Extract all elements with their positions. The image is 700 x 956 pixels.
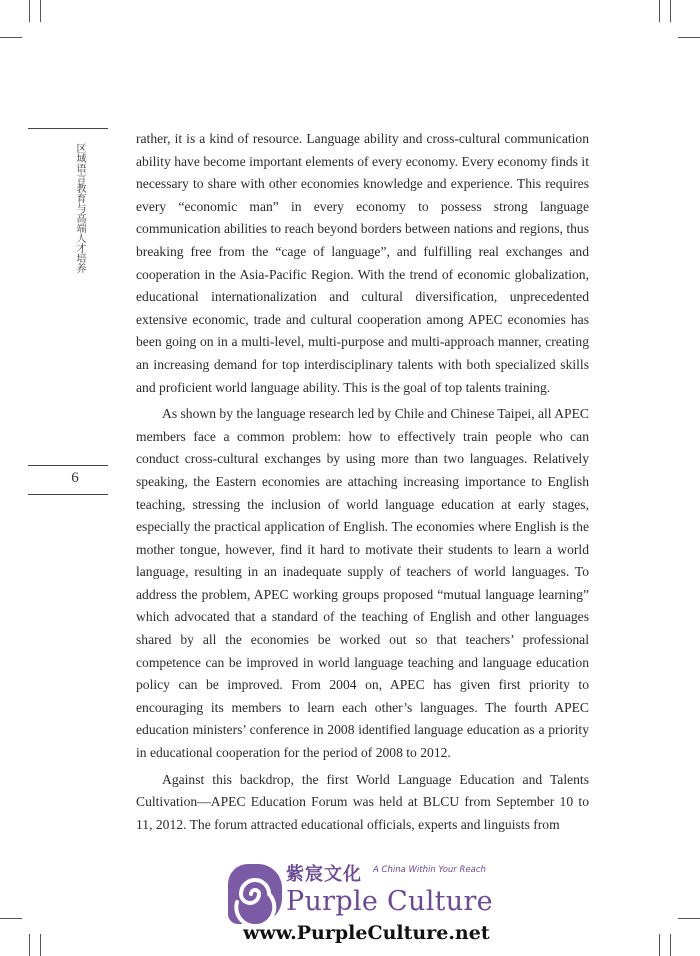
crop-mark — [678, 37, 700, 38]
watermark-logo — [228, 860, 498, 950]
logo-url: www.PurpleCulture.net — [243, 922, 490, 944]
crop-mark — [29, 934, 30, 956]
running-head-vertical: 区域语言教育与高端人才培养 — [74, 143, 85, 273]
swirl-icon — [228, 864, 282, 924]
logo-chinese-text: 紫宸文化 — [286, 864, 362, 885]
page-number: 6 — [71, 470, 79, 486]
crop-mark — [678, 918, 700, 919]
crop-mark — [670, 934, 671, 956]
crop-mark — [40, 0, 41, 22]
logo-brand-name: Purple Culture — [286, 886, 493, 917]
logo-swirl-icon — [228, 864, 282, 924]
crop-mark — [40, 934, 41, 956]
paragraph: As shown by the language research led by Chile and Chinese Taipei, all APEC members face a common problem: how to effectively train people who can conduct cross-cultural exchanges by using more than two languages. Relatively speaking, the Eastern economies are attaching increasing importance to English teaching, stressing the inclusion of world language education at early stages, especially the practical application of English. The economies where English is the mother tongue, however, find it hard to motivate their students to learn a world language, resulting in an inadequate supply of teachers of world languages. To address the problem, APEC working groups proposed “mutual language learning” which advocated that a standard of the teaching of English and other languages shared by all the economies be worked out so that teachers’ professional competence can be improved in world language teaching and language education policy can be improved. From 2004 on, APEC has given first priority to encouraging its members to learn each other’s languages. The fourth APEC education ministers’ conference in 2008 identified language education as a priority in educational cooperation for the period of 2008 to 2012. — [136, 406, 589, 761]
crop-mark — [659, 934, 660, 956]
crop-mark — [0, 918, 22, 919]
crop-mark — [670, 0, 671, 22]
logo-tagline: A China Within Your Reach — [373, 865, 486, 875]
paragraph: Against this backdrop, the first World Language Education and Talents Cultivation—APEC Education Forum was held at BLCU from September 10 to 11, 2012. The forum attracted educational officials, experts and linguists from — [136, 771, 589, 832]
paragraph: rather, it is a kind of resource. Language ability and cross-cultural communication ability have become important elements of every economy. Every economy finds it necessary to share with other economies knowledge and experience. This requires every “economic man” in every economy to possess strong language communication abilities to reach beyond borders between nations and regions, thus breaking free from the “cage of language”, and fulfilling real exchanges and cooperation in the Asia-Pacific Region. With the trend of economic globalization, educational internationalization and cultural diversification, unprecedented extensive economic, trade and cultural cooperation among APEC economies has been going on in a multi-level, multi-purpose and multi-approach manner, creating an increasing demand for top interdisciplinary talents with both specialized skills and proficient world language ability. This is the goal of top talents training. — [136, 131, 589, 395]
margin-rule-page-bottom — [28, 494, 108, 495]
crop-mark — [29, 0, 30, 22]
margin-rule-top — [28, 128, 108, 129]
crop-mark — [659, 0, 660, 22]
margin-rule-page — [28, 465, 108, 466]
body-text — [136, 128, 589, 840]
crop-mark — [0, 37, 22, 38]
